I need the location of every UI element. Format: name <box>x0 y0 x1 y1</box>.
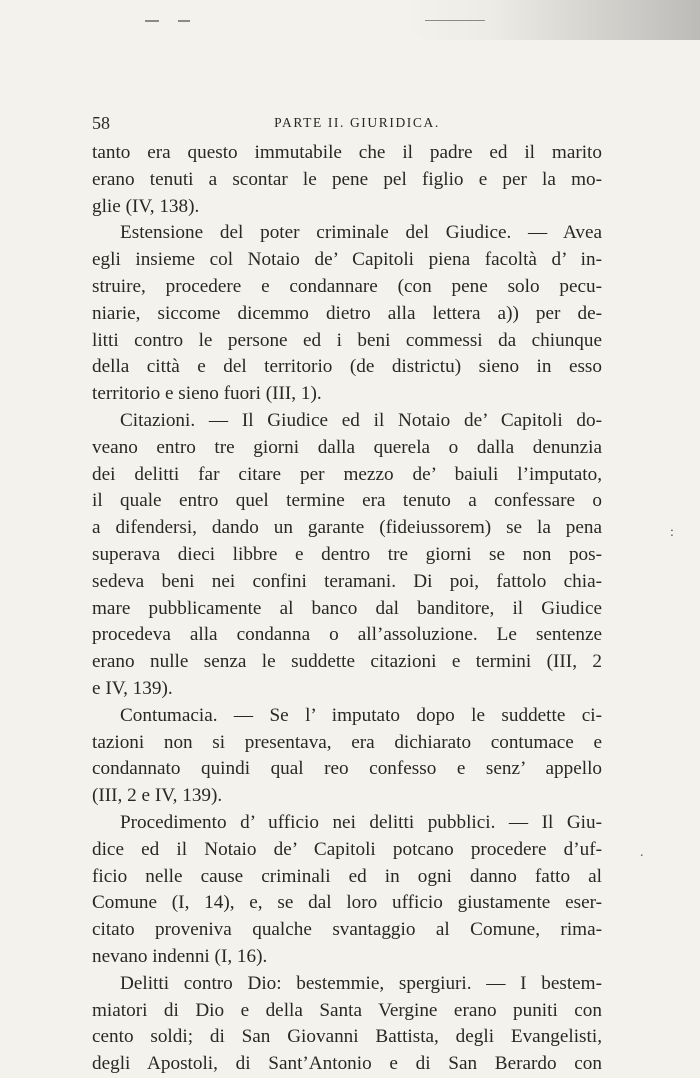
text-line: degli Apostoli, di Sant’Antonio e di San Berardo con <box>92 1053 602 1075</box>
text-line: erano nulle senza le suddette citazioni e termini (III, 2 <box>92 651 602 673</box>
text-line: e IV, 139). <box>92 677 173 699</box>
text-line: sedeva beni nei confini teramani. Di poi, fattolo chia- <box>92 570 602 592</box>
scan-dash <box>425 20 485 21</box>
text-line: Contumacia. — Se l’ imputato dopo le suddette ci- <box>120 704 602 726</box>
text-line: niarie, siccome dicemmo dietro alla lettera a)) per de- <box>92 302 602 324</box>
scan-dash <box>178 20 190 22</box>
scan-dash <box>145 20 159 22</box>
margin-mark: . <box>640 845 644 860</box>
body-text <box>92 140 602 1078</box>
text-line: veano entro tre giorni dalla querela o dalla denunzia <box>92 436 602 458</box>
text-line: territorio e sieno fuori (III, 1). <box>92 383 322 405</box>
text-line: glie (IV, 138). <box>92 195 200 217</box>
text-line: citato proveniva qualche svantaggio al Comune, rima- <box>92 919 602 941</box>
text-line: (III, 2 e IV, 139). <box>92 785 223 807</box>
page-number: 58 <box>92 113 110 133</box>
text-line: ficio nelle cause criminali ed in ogni danno fatto al <box>92 865 602 887</box>
text-line: miatori di Dio e della Santa Vergine erano puniti con <box>92 999 602 1021</box>
text-line: a difendersi, dando un garante (fideiussorem) se la pena <box>92 517 602 539</box>
text-line: procedeva alla condanna o all’assoluzione. Le sentenze <box>92 624 602 646</box>
text-line: litti contro le persone ed i beni commessi da chiunque <box>92 329 602 351</box>
text-line: nevano indenni (I, 16). <box>92 945 268 967</box>
text-line: condannato quindi qual reo confesso e senz’ appello <box>92 758 602 780</box>
text-line: della città e del territorio (de districtu) sieno in esso <box>92 356 602 378</box>
text-line: superava dieci libbre e dentro tre giorni se non pos- <box>92 543 602 565</box>
text-line: tazioni non si presentava, era dichiarato contumace e <box>92 731 602 753</box>
text-line: Citazioni. — Il Giudice ed il Notaio de’ Capitoli do- <box>120 409 602 431</box>
text-line: egli insieme col Notaio de’ Capitoli piena facoltà d’ in- <box>92 249 602 271</box>
text-line: Estensione del poter criminale del Giudice. — Avea <box>120 222 602 244</box>
text-line: Delitti contro Dio: bestemmie, spergiuri. — I bestem- <box>120 972 602 994</box>
text-line: il quale entro quel termine era tenuto a confessare o <box>92 490 602 512</box>
text-line: Comune (I, 14), e, se dal loro ufficio giustamente eser- <box>92 892 602 914</box>
margin-mark: : <box>670 525 674 540</box>
text-line: dice ed il Notaio de’ Capitoli potcano procedere d’uf- <box>92 838 602 860</box>
text-line: cento soldi; di San Giovanni Battista, degli Evangelisti, <box>92 1026 602 1048</box>
text-line: mare pubblicamente al banco dal banditore, il Giudice <box>92 597 602 619</box>
text-line: Procedimento d’ ufficio nei delitti pubblici. — Il Giu- <box>120 811 602 833</box>
text-line: dei delitti far citare per mezzo de’ baiuli l’imputato, <box>92 463 602 485</box>
text-line: tanto era questo immutabile che il padre ed il marito <box>92 142 602 163</box>
text-line: erano tenuti a scontar le pene pel figlio e per la mo- <box>92 168 602 190</box>
running-title: PARTE II. GIURIDICA. <box>274 115 440 130</box>
text-line: struire, procedere e condannare (con pene solo pecu- <box>92 275 602 297</box>
